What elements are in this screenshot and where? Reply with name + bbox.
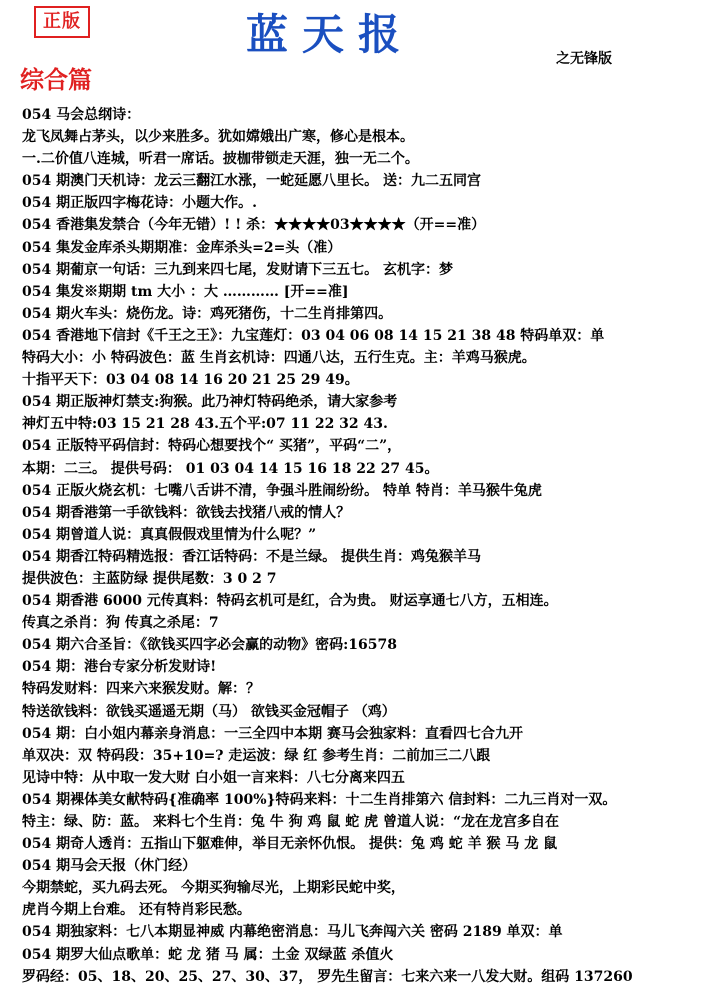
text-line: 十指平天下：03 04 08 14 16 20 21 25 29 49。 — [22, 372, 359, 389]
text-line: 054 期裸体美女献特码{准确率 100%}特码来料：十二生肖排第六 信封料：二九三肖对一双。 — [22, 791, 617, 808]
text-line: 特码发财料：四来六来猴发财。解：？ — [22, 681, 260, 698]
text-line: 054 期香港第一手欲钱料：欲钱去找猪八戒的情人？ — [22, 504, 351, 521]
text-line: 054 期奇人透肖：五指山下躯难伸，举目无亲怀仇恨。 提供：兔 鸡 蛇 羊 猴 马 龙 鼠 — [22, 836, 558, 853]
text-line: 见诗中特：从中取一发大财 白小姐一言来料：八七分离来四五 — [22, 769, 405, 786]
text-line: 054 集发※期期 tm 大小 ：大 ………… [开==准] — [22, 283, 349, 300]
article-body — [22, 104, 708, 988]
text-line: 054 正版特平码信封：特码心想要找个“ 买猪”，平码“二”， — [22, 438, 402, 455]
text-line: 传真之杀肖：狗 传真之杀尾：7 — [22, 615, 219, 632]
text-line: 054 香港地下信封《千王之王》：九宝莲灯：03 04 06 08 14 15 21 38 48 特码单双：单 — [22, 327, 605, 344]
text-line: 特主：绿、防：蓝。 来料七个生肖：兔 牛 狗 鸡 鼠 蛇 虎 曾道人说：“龙在龙宫多自在 — [22, 814, 560, 830]
text-line: 054 期马会天报（休门经） — [22, 858, 197, 875]
text-line: 今期禁蛇，买九码去死。 今期买狗输尽光，上期彩民蛇中奖， — [22, 880, 405, 897]
text-line: 054 期罗大仙点歌单：蛇 龙 猪 马 属：土金 双绿蓝 杀值火 — [22, 946, 394, 963]
text-line: 054 期澳门天机诗：龙云三翻江水涨，一蛇延愿八里长。 送：九二五同宫 — [22, 173, 481, 190]
text-line: 054 香港集发禁合（今年无错）! ! 杀：★★★★03★★★★（开==准） — [22, 217, 486, 234]
text-line: 龙飞凤舞占茅头，以少来胜多。犹如嫦娥出广寒，修心是根本。 — [22, 129, 414, 146]
text-line: 本期：二三。 提供号码： 01 03 04 14 15 16 18 22 27 45。 — [22, 460, 439, 477]
text-line: 特送欲钱料：欲钱买遥遥无期（马） 欲钱买金冠帽子 （鸡） — [22, 703, 396, 720]
text-line: 054 期香港 6000 元传真料：特码玄机可是红，合为贵。 财运享通七八方，五相连。 — [22, 593, 558, 610]
text-line: 054 期独家料：七八本期显神威 内幕绝密消息：马儿飞奔闯六关 密码 2189 单双：单 — [22, 924, 563, 941]
edition-label: 之无锋版 — [556, 51, 612, 67]
text-line: 054 期：港台专家分析发财诗! — [22, 659, 217, 676]
text-line: 054 集发金库杀头期期准：金库杀头=2=头（准） — [22, 239, 342, 256]
text-line: 054 期六合圣旨：《欲钱买四字必会赢的动物》密码:16578 — [22, 637, 397, 654]
text-line: 054 期正版四字梅花诗：小题大作。. — [22, 195, 257, 212]
text-line: 特码大小：小 特码波色：蓝 生肖玄机诗：四通八达，五行生克。主：羊鸡马猴虎。 — [22, 350, 536, 367]
text-line: 054 期葡京一句话：三九到来四七尾，发财请下三五七。 玄机字：梦 — [22, 261, 453, 278]
text-line: 054 马会总纲诗： — [22, 107, 141, 123]
text-line: 054 期：白小姐内幕亲身消息：一三全四中本期 赛马会独家料：直看四七合九开 — [22, 725, 523, 742]
text-line: 054 期正版神灯禁支:狗猴。此乃神灯特码绝杀，请大家参考 — [22, 394, 398, 411]
text-line: 罗码经：05、18、20、25、27、30、37， 罗先生留言：七来六来一八发大财。组码 137260 — [22, 968, 633, 985]
text-line: 054 期曾道人说：真真假假戏里情为什么呢？” — [22, 526, 317, 543]
text-line: 一.二价值八连城，听君一席话。披枷带锁走天涯，独一无二个。 — [22, 151, 419, 168]
text-line: 神灯五中特:03 15 21 28 43.五个平:07 11 22 32 43. — [22, 416, 388, 433]
text-line: 054 期火车头：烧伤龙。诗：鸡死猪伤，十二生肖排第四。 — [22, 305, 393, 322]
text-line: 虎肖今期上台难。 还有特肖彩民愁。 — [22, 902, 251, 919]
text-line: 单双决：双 特码段：35+10=? 走运波：绿 红 参考生肖：二前加三二八跟 — [22, 747, 491, 764]
text-line: 提供波色：主蓝防绿 提供尾数：3 0 2 7 — [22, 570, 277, 587]
text-line: 054 期香江特码精选报：香江话特码：不是兰绿。 提供生肖：鸡兔猴羊马 — [22, 548, 481, 565]
section-heading: 综合篇 — [20, 65, 92, 94]
page-title: 蓝天报 — [246, 10, 415, 59]
text-line: 054 正版火烧玄机：七嘴八舌讲不清，争强斗胜闹纷纷。 特单 特肖：羊马猴牛兔虎 — [22, 482, 542, 499]
genuine-stamp: 正版 — [34, 6, 90, 38]
